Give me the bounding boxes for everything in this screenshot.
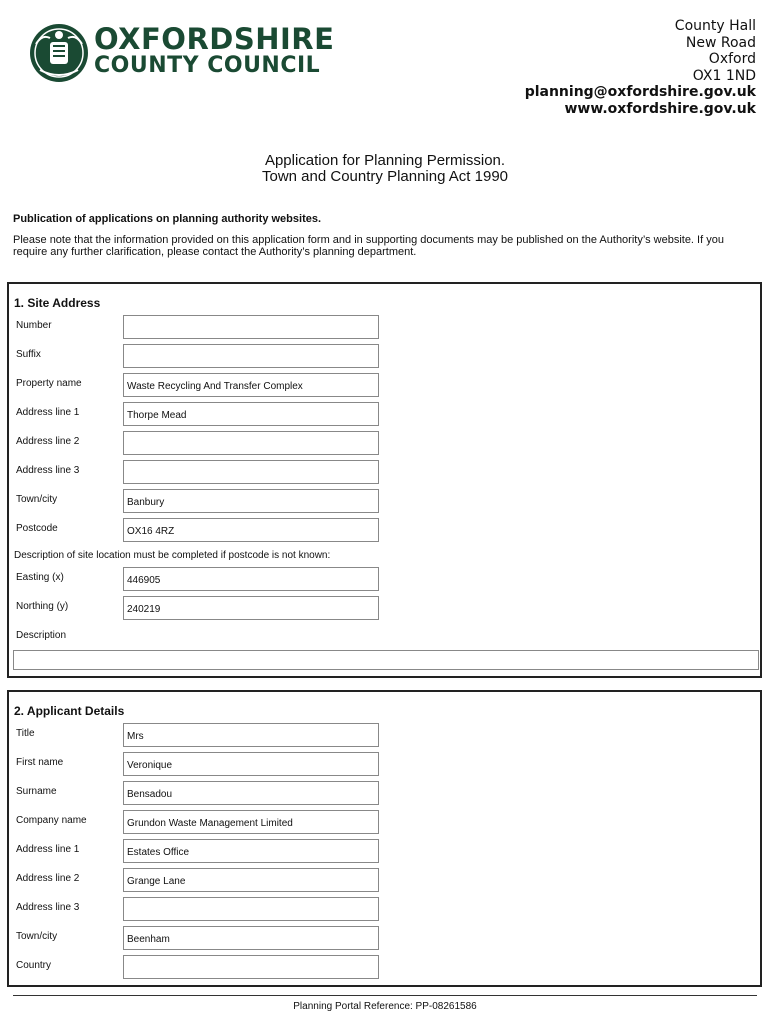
first-name-input[interactable]: Veronique bbox=[123, 752, 379, 776]
field-row bbox=[9, 315, 389, 339]
title-line1: Application for Planning Permission. bbox=[264, 152, 506, 169]
field-row bbox=[9, 810, 389, 834]
field-row bbox=[9, 402, 389, 426]
field-row bbox=[9, 518, 389, 542]
field-label: Address line 3 bbox=[16, 902, 80, 913]
field-label: First name bbox=[16, 757, 64, 768]
field-label: Title bbox=[16, 728, 35, 739]
address-line: OX1 1ND bbox=[692, 67, 756, 84]
publication-text: Please note that the information provided on this application form and in supporting documents may be published on the Authority’s website. If you require any further clarification, please contact the Authority’s planning department. bbox=[13, 234, 724, 258]
country-input[interactable] bbox=[123, 955, 379, 979]
email-link[interactable]: planning@oxfordshire.gov.uk bbox=[524, 84, 756, 100]
footer-divider bbox=[13, 995, 757, 996]
suffix-input[interactable] bbox=[123, 344, 379, 368]
field-row bbox=[9, 344, 389, 368]
address-line2-input[interactable]: Grange Lane bbox=[123, 868, 379, 892]
field-label: Company name bbox=[16, 815, 87, 826]
field-row bbox=[9, 373, 389, 397]
field-label: Address line 2 bbox=[16, 873, 80, 884]
field-row bbox=[9, 839, 389, 863]
address-line1-input[interactable]: Thorpe Mead bbox=[123, 402, 379, 426]
coat-of-arms-icon bbox=[26, 22, 92, 84]
field-row bbox=[9, 596, 389, 620]
field-label: Town/city bbox=[16, 931, 58, 942]
address-line3-input[interactable] bbox=[123, 460, 379, 484]
postcode-input[interactable]: OX16 4RZ bbox=[123, 518, 379, 542]
address-line: New Road bbox=[685, 34, 756, 51]
field-label: Number bbox=[16, 320, 52, 331]
section-title: 1. Site Address bbox=[14, 296, 101, 310]
description-label: Description bbox=[16, 630, 67, 641]
location-note: Description of site location must be completed if postcode is not known: bbox=[14, 550, 331, 561]
address-line: County Hall bbox=[674, 18, 756, 34]
description-input[interactable] bbox=[13, 650, 759, 670]
field-row bbox=[9, 868, 389, 892]
town-input[interactable]: Beenham bbox=[123, 926, 379, 950]
publication-heading: Publication of applications on planning authority websites. bbox=[13, 213, 322, 225]
website-link[interactable]: www.oxfordshire.gov.uk bbox=[564, 100, 756, 117]
portal-reference: Planning Portal Reference: PP-08261586 bbox=[293, 1001, 477, 1012]
field-label: Postcode bbox=[16, 523, 58, 534]
town-input[interactable]: Banbury bbox=[123, 489, 379, 513]
field-row bbox=[9, 897, 389, 921]
field-label: Easting (x) bbox=[16, 572, 64, 583]
field-label: Northing (y) bbox=[16, 601, 69, 612]
page-title bbox=[0, 153, 770, 185]
field-row bbox=[9, 489, 389, 513]
easting-input[interactable]: 446905 bbox=[123, 567, 379, 591]
field-row bbox=[9, 752, 389, 776]
field-row bbox=[9, 460, 389, 484]
field-label: Address line 1 bbox=[16, 407, 80, 418]
northing-input[interactable]: 240219 bbox=[123, 596, 379, 620]
field-label: Country bbox=[16, 960, 52, 971]
field-label: Property name bbox=[16, 378, 82, 389]
company-name-input[interactable]: Grundon Waste Management Limited bbox=[123, 810, 379, 834]
org-name-line2: COUNTY COUNCIL bbox=[94, 53, 321, 78]
field-label: Address line 2 bbox=[16, 436, 80, 447]
property-name-input[interactable]: Waste Recycling And Transfer Complex bbox=[123, 373, 379, 397]
field-row bbox=[9, 567, 389, 591]
council-address bbox=[525, 18, 756, 117]
field-label: Address line 3 bbox=[16, 465, 80, 476]
title-line2: Town and Country Planning Act 1990 bbox=[262, 168, 508, 185]
field-label: Suffix bbox=[16, 349, 41, 360]
site-address-section bbox=[7, 282, 762, 678]
address-line2-input[interactable] bbox=[123, 431, 379, 455]
field-row bbox=[9, 781, 389, 805]
field-label: Town/city bbox=[16, 494, 58, 505]
address-line1-input[interactable]: Estates Office bbox=[123, 839, 379, 863]
section-title: 2. Applicant Details bbox=[14, 704, 125, 718]
applicant-details-section bbox=[7, 690, 762, 987]
title-input[interactable]: Mrs bbox=[123, 723, 379, 747]
council-logo bbox=[26, 20, 335, 86]
field-label: Surname bbox=[16, 786, 57, 797]
org-name-line1: OXFORDSHIRE bbox=[94, 22, 335, 56]
field-row bbox=[9, 723, 389, 747]
address-line3-input[interactable] bbox=[123, 897, 379, 921]
number-input[interactable] bbox=[123, 315, 379, 339]
field-row bbox=[9, 926, 389, 950]
address-line: Oxford bbox=[708, 51, 756, 67]
field-row bbox=[9, 431, 389, 455]
surname-input[interactable]: Bensadou bbox=[123, 781, 379, 805]
field-row bbox=[9, 955, 389, 979]
field-label: Address line 1 bbox=[16, 844, 80, 855]
